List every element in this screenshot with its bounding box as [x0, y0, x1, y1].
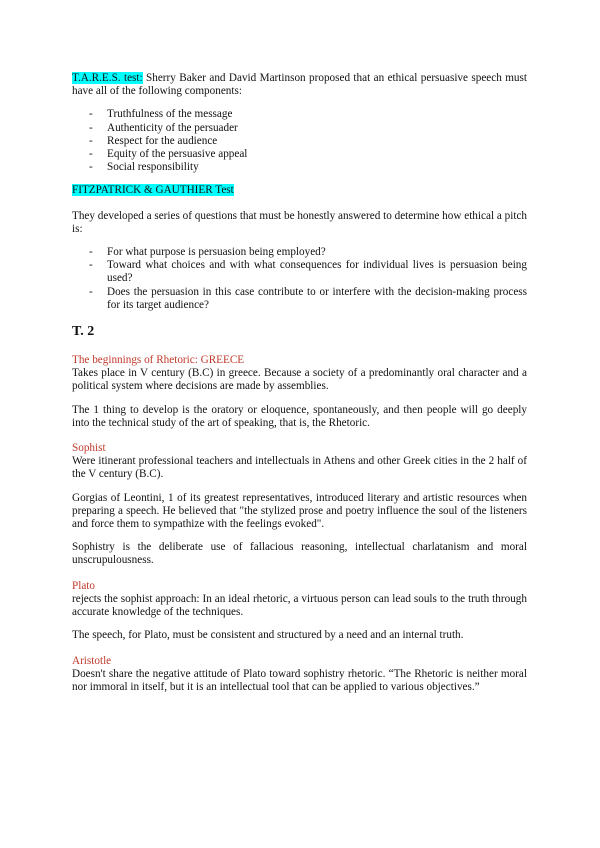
list-item: - Authenticity of the persuader — [72, 122, 527, 135]
plato-paragraph-1: rejects the sophist approach: In an ideal rhetoric, a virtuous person can lead souls to the truth through accurate knowledge of the techniques. — [72, 592, 527, 619]
fitzpatrick-intro: They developed a series of questions that must be honestly answered to determine how ethical a pitch is: — [72, 209, 527, 235]
list-item: - Truthfulness of the message — [72, 108, 527, 121]
fitzpatrick-list — [72, 246, 527, 312]
document-page — [72, 72, 527, 694]
tares-paragraph — [72, 72, 527, 98]
list-item: - Does the persuasion in this case contribute to or interfere with the decision-making process for its target audience? — [72, 286, 527, 312]
section-title: T. 2 — [72, 324, 95, 340]
greece-heading: The beginnings of Rhetoric: GREECE — [72, 354, 245, 367]
list-item: - Social responsibility — [72, 161, 527, 174]
greece-paragraph-1: Takes place in V century (B.C) in greece. Because a society of a predominantly oral character and a political system where decisions are made by assemblies. — [72, 367, 527, 393]
aristotle-heading: Aristotle — [72, 654, 112, 667]
fitzpatrick-heading: FITZPATRICK & GAUTHIER Test — [72, 184, 234, 197]
tares-label: T.A.R.E.S. test: — [72, 72, 143, 84]
sophist-paragraph-3: Sophistry is the deliberate use of fallacious reasoning, intellectual charlatanism and moral unscrupulousness. — [72, 541, 527, 567]
list-item: - Respect for the audience — [72, 135, 527, 148]
sophist-paragraph-2: Gorgias of Leontini, 1 of its greatest representatives, introduced literary and artistic resources when preparing a speech. He believed that "the stylized prose and poetry influence the soul of the listeners and force them to sympathize with the feelings evoked". — [72, 491, 527, 531]
list-item: - Equity of the persuasive appeal — [72, 148, 527, 161]
list-item: - For what purpose is persuasion being employed? — [72, 246, 527, 259]
greece-paragraph-2: The 1 thing to develop is the oratory or eloquence, spontaneously, and then people will go deeply into the technical study of the art of speaking, that is, the Rhetoric. — [72, 403, 527, 429]
sophist-paragraph-1: Were itinerant professional teachers and intellectuals in Athens and other Greek cities in the 2 half of the V century (B.C). — [72, 455, 527, 481]
plato-heading: Plato — [72, 579, 95, 592]
tares-list — [72, 108, 527, 174]
tares-text: Sherry Baker and David Martinson proposed that an ethical persuasive speech must have all of the following components: — [72, 72, 527, 98]
sophist-heading: Sophist — [72, 442, 106, 455]
plato-paragraph-2: The speech, for Plato, must be consistent and structured by a need and an internal truth. — [72, 629, 464, 642]
aristotle-paragraph-1: Doesn't share the negative attitude of Plato toward sophistry rhetoric. “The Rhetoric is neither moral nor immoral in itself, but it is an intellectual tool that can be applied to various objectives.” — [72, 667, 527, 693]
list-item: - Toward what choices and with what consequences for individual lives is persuasion being used? — [72, 259, 527, 285]
